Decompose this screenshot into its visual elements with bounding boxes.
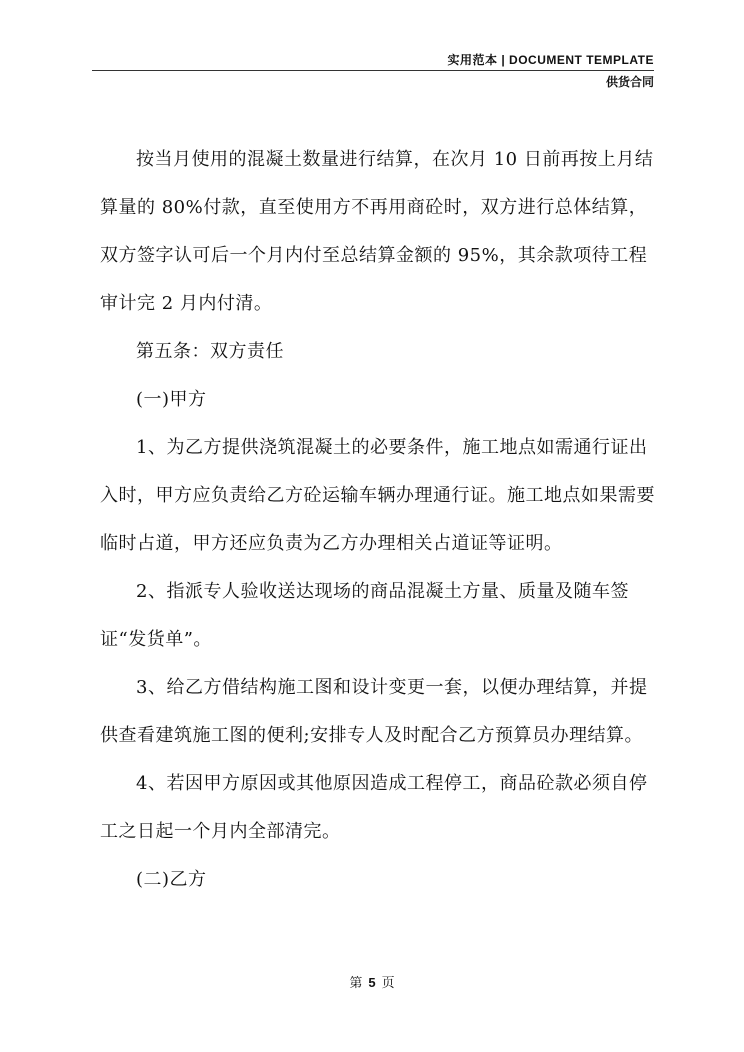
section-party-a: (一)甲方 — [136, 389, 207, 410]
header-title: 实用范本 | DOCUMENT TEMPLATE — [447, 53, 654, 67]
clause-item-4: 4、若因甲方原因或其他原因造成工程停工，商品砼款必须自停工之日起一个月内全部清完。 — [100, 773, 648, 842]
page-prefix: 第 — [349, 976, 363, 991]
page-footer — [0, 974, 744, 993]
header-divider — [92, 70, 654, 71]
article-heading: 第五条：双方责任 — [136, 341, 284, 362]
page-number: 5 — [368, 975, 376, 990]
clause-item-3: 3、给乙方借结构施工图和设计变更一套，以便办理结算，并提供查看建筑施工图的便利;安排专人及时配合乙方预算员办理结算。 — [100, 677, 648, 746]
section-party-b: (二)乙方 — [136, 869, 207, 890]
clause-item-1: 1、为乙方提供浇筑混凝土的必要条件，施工地点如需通行证出入时，甲方应负责给乙方砼运输车辆办理通行证。施工地点如果需要临时占道，甲方还应负责为乙方办理相关占道证等证明。 — [100, 437, 655, 554]
paragraph-settlement: 按当月使用的混凝土数量进行结算，在次月 10 日前再按上月结算量的 80%付款，直至使用方不再用商砼时，双方进行总体结算，双方签字认可后一个月内付至总结算金额的 95%，其余款项待工程审计完 2 月内付清。 — [100, 149, 654, 314]
clause-item-2: 2、指派专人验收送达现场的商品混凝土方量、质量及随车签证“发货单”。 — [100, 581, 629, 650]
page-header — [92, 52, 654, 90]
header-subtitle: 供货合同 — [605, 75, 654, 89]
document-body — [100, 136, 656, 904]
page-suffix: 页 — [381, 976, 395, 991]
